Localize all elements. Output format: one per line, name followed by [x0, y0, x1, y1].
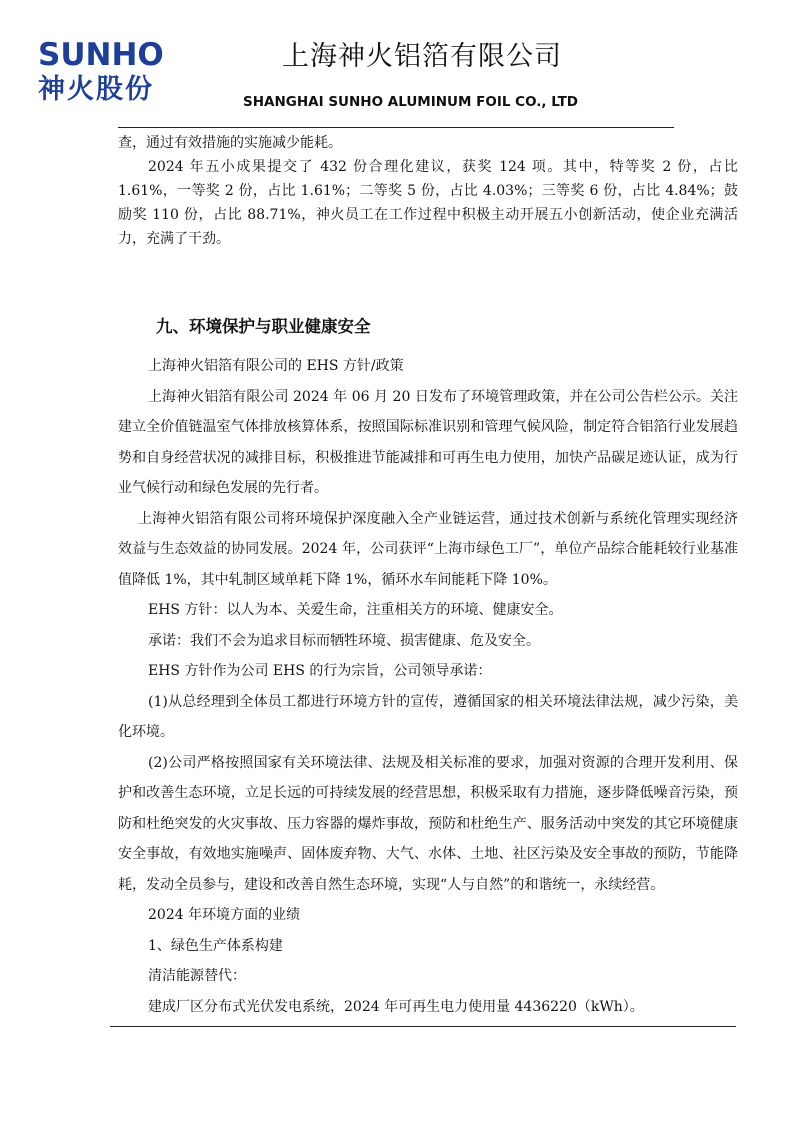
body-paragraph: 建成厂区分布式光伏发电系统，2024 年可再生电力使用量 4436220（kWh）。 — [148, 998, 644, 1015]
body-paragraph: EHS 方针：以人为本、关爱生命，注重相关方的环境、健康安全。 — [148, 602, 563, 618]
body-paragraph: 清洁能源替代： — [148, 968, 246, 984]
intro-paragraph: 2024 年五小成果提交了 432 份合理化建议，获奖 124 项。其中，特等奖 2 份，占比 1.61%，一等奖 2 份，占比 1.61%；二等奖 5 份，占比 4.03%；三等奖 6 份，占比 4.84%；鼓励奖 110 份，占比 88.71%，神火员工在工作过程中积极主动开展五小创新活动，使企业充满活力，充满了干劲。 — [118, 159, 738, 247]
spacer — [118, 251, 738, 315]
header-divider — [118, 127, 674, 128]
section-heading: 九、环境保护与职业健康安全 — [156, 317, 371, 336]
footer-divider — [110, 1026, 736, 1027]
page-body — [118, 131, 738, 1022]
body-paragraph: 上海神火铝箔有限公司的 EHS 方针/政策 — [148, 358, 404, 374]
logo-wordmark: SUNHO — [38, 37, 164, 73]
logo-text-cn: 神火股份 — [38, 74, 154, 105]
body-paragraph: 承诺：我们不会为追求目标而牺牲环境、损害健康、危及安全。 — [148, 632, 540, 649]
body-paragraph: 上海神火铝箔有限公司将环境保护深度融入全产业链运营，通过技术创新与系统化管理实现经济效益与生态效益的协同发展。2024 年，公司获评“上海市绿色工厂”，单位产品综合能耗较行业基准值降低 1%，其中轧制区域单耗下降 1%，循环水车间能耗下降 10%。 — [118, 510, 738, 588]
body-paragraph: 1、绿色生产体系构建 — [148, 937, 283, 954]
header-company-name-cn: 上海神火铝箔有限公司 — [282, 41, 562, 72]
body-paragraph: EHS 方针作为公司 EHS 的行为宗旨，公司领导承诺： — [148, 663, 492, 679]
logo-text-en — [38, 38, 178, 72]
section-body — [118, 351, 738, 1022]
company-logo — [38, 38, 178, 106]
body-paragraph: 2024 年环境方面的业绩 — [148, 907, 301, 923]
body-paragraph: 上海神火铝箔有限公司 2024 年 06 月 20 日发布了环境管理政策，并在公司公告栏公示。关注建立全价值链温室气体排放核算体系，按照国际标准识别和管理气候风险，制定符合铝箔行业发展趋势和自身经营状况的减排目标，积极推进节能减排和可再生电力使用，加快产品碳足迹认证，成为行业气候行动和绿色发展的先行者。 — [118, 388, 738, 496]
body-paragraph: (1)从总经理到全体员工都进行环境方针的宣传，遵循国家的相关环境法律法规，减少污染，美化环境。 — [118, 693, 738, 740]
header-company-name-en: SHANGHAI SUNHO ALUMINUM FOIL CO., LTD — [243, 94, 579, 110]
body-paragraph: (2)公司严格按照国家有关环境法律、法规及相关标准的要求，加强对资源的合理开发利用、保护和改善生态环境，立足长远的可持续发展的经营思想，积极采取有力措施，逐步降低噪音污染，预防和杜绝突发的火灾事故、压力容器的爆炸事故，预防和杜绝生产、服务活动中突发的其它环境健康安全事故，有效地实施噪声、固体废弃物、大气、水体、土地、社区污染及安全事故的预防，节能降耗，发动全员参与，建设和改善自然生态环境，实现“人与自然”的和谐统一，永续经营。 — [118, 754, 738, 893]
intro-continuation: 查，通过有效措施的实施减少能耗。 — [118, 135, 342, 151]
